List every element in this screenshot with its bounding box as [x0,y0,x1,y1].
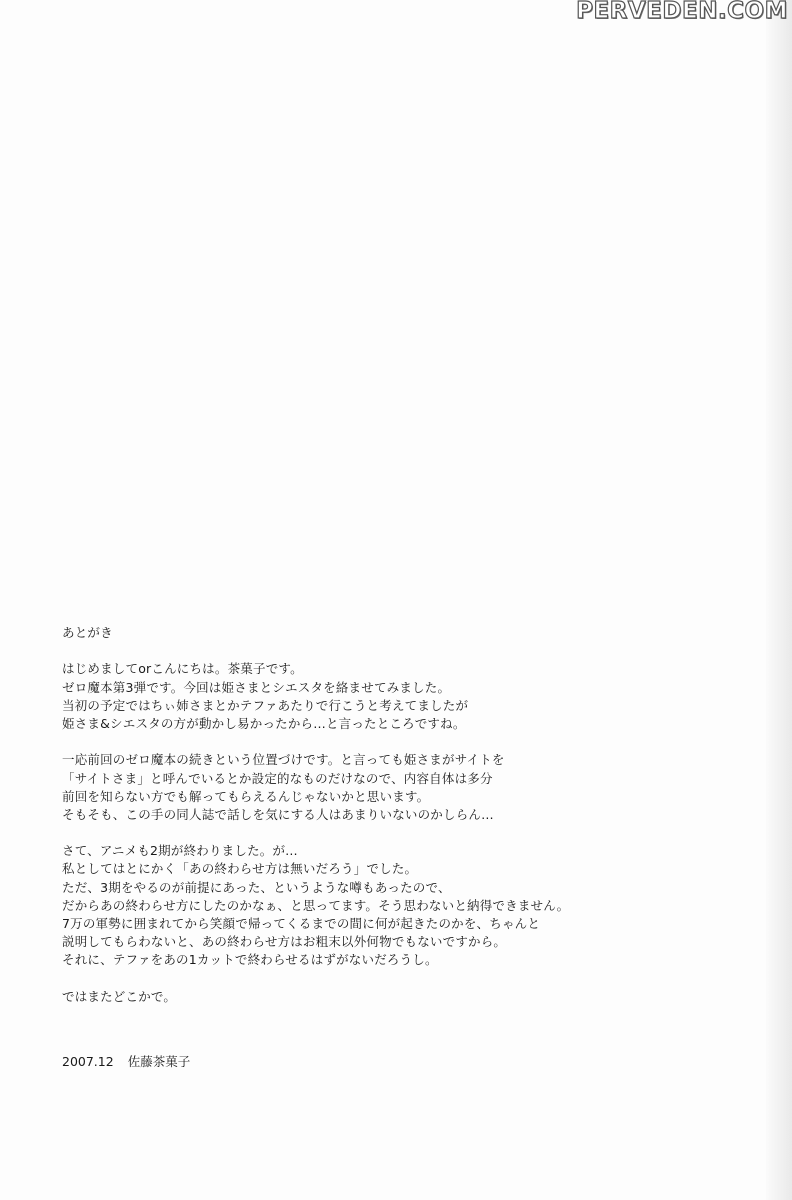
text-line: 「サイトさま」と呼んでいるとか設定的なものだけなので、内容自体は多分 [62,770,493,786]
paragraph-3 [62,842,722,969]
watermark-logo: PERVEDEN.COM [576,0,788,24]
paragraph-1 [62,660,722,733]
text-line: 姫さま&シエスタの方が動かし易かったから…と言ったところですね。 [62,715,466,731]
blank-line [62,824,722,842]
text-line: 前回を知らない方でも解ってもらえるんじゃないかと思います。 [62,788,430,804]
page-edge-shadow [766,0,792,1200]
text-line: 一応前回のゼロ魔本の続きという位置づけです。と言っても姫さまがサイトを [62,752,505,768]
signature-author: 佐藤茶菓子 [127,1054,191,1069]
signature [62,1053,190,1071]
text-line: ただ、3期をやるのが前提にあった、というような噂もあったので、 [62,879,451,895]
blank-line [62,733,722,751]
text-line: 私としてはとにかく「あの終わらせ方は無いだろう」でした。 [62,861,418,877]
text-line: そもそも、この手の同人誌で話しを気にする人はあまりいないのかしらん… [62,806,494,822]
text-line: だからあの終わらせ方にしたのかなぁ、と思ってます。そう思わないと納得できません。 [62,897,570,913]
signature-date: 2007.12 [62,1054,114,1069]
afterword-heading: あとがき [62,625,113,640]
blank-line [62,970,722,988]
closing-line: ではまたどこかで。 [62,988,177,1004]
text-line: ゼロ魔本第3弾です。今回は姫さまとシエスタを絡ませてみました。 [62,679,451,695]
afterword-text [62,624,722,1006]
text-line: 当初の予定ではちぃ姉さまとかテファあたりで行こうと考えてましたが [62,697,469,713]
text-line: はじめましてorこんにちは。茶菓子です。 [62,661,303,677]
text-line: 説明してもらわないと、あの終わらせ方はお粗末以外何物でもないですから。 [62,934,507,950]
text-line: さて、アニメも2期が終わりました。が… [62,843,298,859]
paragraph-2 [62,751,722,824]
blank-line [62,642,722,660]
text-line: それに、テファをあの1カットで終わらせるはずがないだろうし。 [62,952,438,968]
text-line: 7万の軍勢に囲まれてから笑顔で帰ってくるまでの間に何が起きたのかを、ちゃんと [62,916,541,931]
